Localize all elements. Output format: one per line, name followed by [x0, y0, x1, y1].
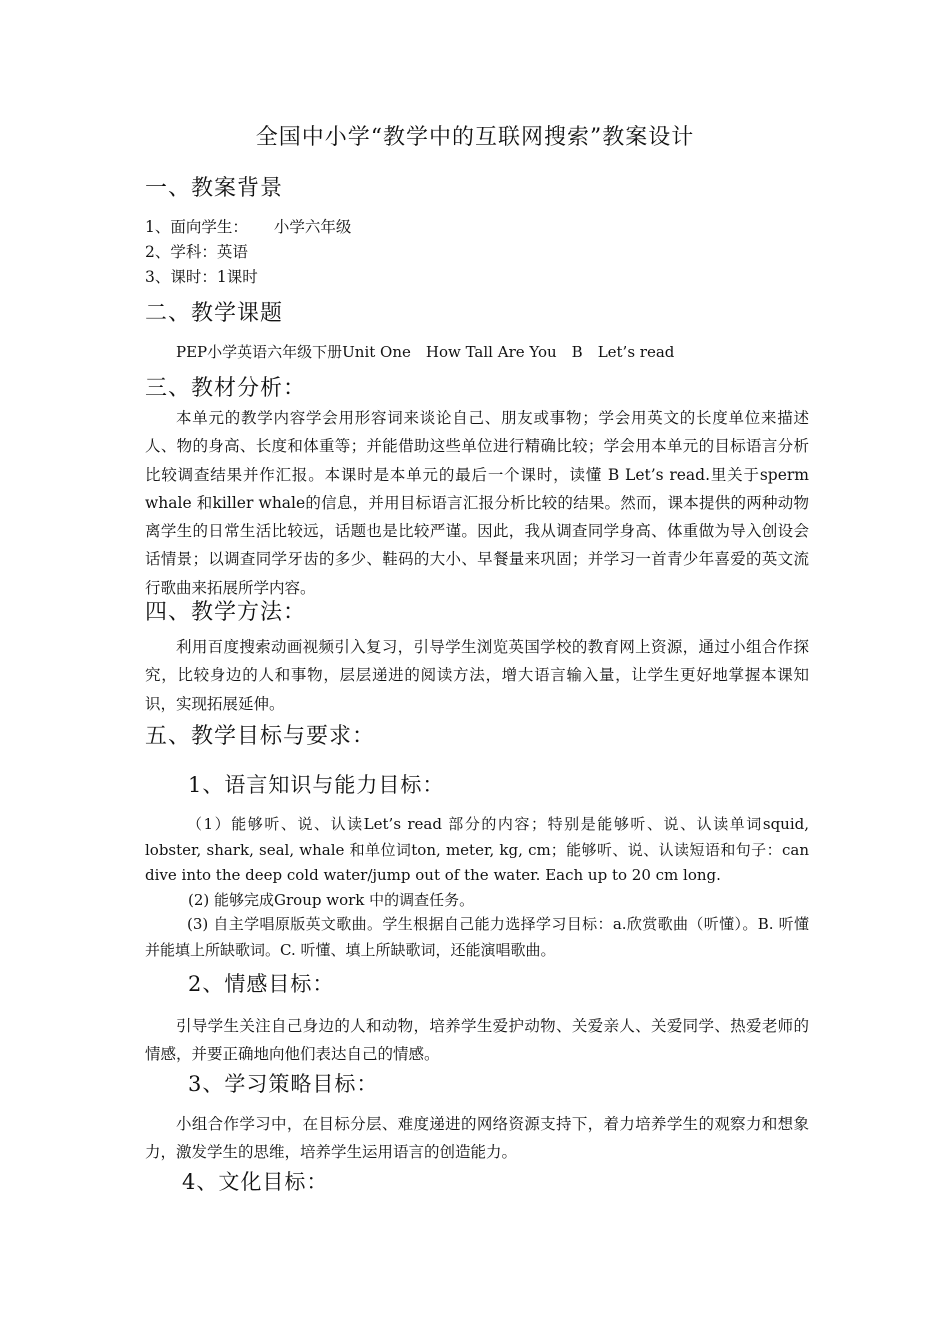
section-heading-objectives: 五、教学目标与要求：	[145, 724, 376, 749]
subsection-heading-language: 1、语言知识与能力目标：	[188, 773, 445, 797]
section-heading-method: 四、教学方法：	[145, 600, 307, 625]
strategy-paragraph: 小组合作学习中，在目标分层、难度递进的网络资源支持下，着力培养学生的观察力和想象力，激发学生的思维，培养学生运用语言的创造能力。	[145, 1115, 809, 1162]
language-objective-3: (3) 自主学唱原版英文歌曲。学生根据自己能力选择学习目标：a.欣赏歌曲（听懂）。B. 听懂并能填上所缺歌词。C. 听懂、填上所缺歌词，还能演唱歌曲。	[145, 915, 809, 959]
section-heading-analysis: 三、教材分析：	[145, 376, 307, 401]
subsection-heading-strategy: 3、学习策略目标：	[188, 1072, 379, 1096]
info-line-students	[145, 215, 351, 240]
language-objective-1: （1）能够听、说、认读Let’s read 部分的内容；特别是能够听、说、认读单词squid, lobster, shark, seal, whale 和单位词ton, meter, kg, cm；能够听、说、认读短语和句子：can dive into the deep cold water/jump out of the water. Each up to 20 cm long.	[145, 815, 809, 884]
info-line-periods: 3、课时：1课时	[145, 268, 258, 286]
topic-text: PEP小学英语六年级下册Unit One How Tall Are You B Let’s read	[176, 343, 675, 361]
subsection-heading-emotion: 2、情感目标：	[188, 972, 335, 996]
info-label-students: 1、面向学生：	[145, 218, 248, 236]
info-line-subject: 2、学科：英语	[145, 243, 248, 261]
section-heading-background: 一、教案背景	[145, 176, 284, 201]
document-title: 全国中小学“教学中的互联网搜索”教案设计	[255, 125, 695, 150]
analysis-paragraph: 本单元的教学内容学会用形容词来谈论自己、朋友或事物；学会用英文的长度单位来描述人、物的身高、长度和体重等；并能借助这些单位进行精确比较；学会用本单元的目标语言分析比较调查结果并作汇报。本课时是本单元的最后一个课时，读懂 B Let’s read.里关于sperm whale 和killer whale的信息，并用目标语言汇报分析比较的结果。然而，课本提供的两种动物离学生的日常生活比较远，话题也是比较严谨。因此，我从调查同学身高、体重做为导入创设会话情景；以调查同学牙齿的多少、鞋码的大小、早餐量来巩固；并学习一首青少年喜爱的英文流行歌曲来拓展所学内容。	[145, 409, 809, 597]
subsection-heading-culture: 4、文化目标：	[182, 1170, 329, 1194]
method-paragraph: 利用百度搜索动画视频引入复习，引导学生浏览英国学校的教育网上资源，通过小组合作探究，比较身边的人和事物，层层递进的阅读方法，增大语言输入量，让学生更好地掌握本课知识，实现拓展延伸。	[145, 638, 809, 713]
emotion-paragraph: 引导学生关注自己身边的人和动物，培养学生爱护动物、关爱亲人、关爱同学、热爱老师的情感，并要正确地向他们表达自己的情感。	[145, 1017, 809, 1064]
section-heading-topic: 二、教学课题	[145, 301, 284, 326]
language-objective-2: (2) 能够完成Group work 中的调查任务。	[188, 891, 475, 909]
info-value-students: 小学六年级	[273, 218, 352, 236]
